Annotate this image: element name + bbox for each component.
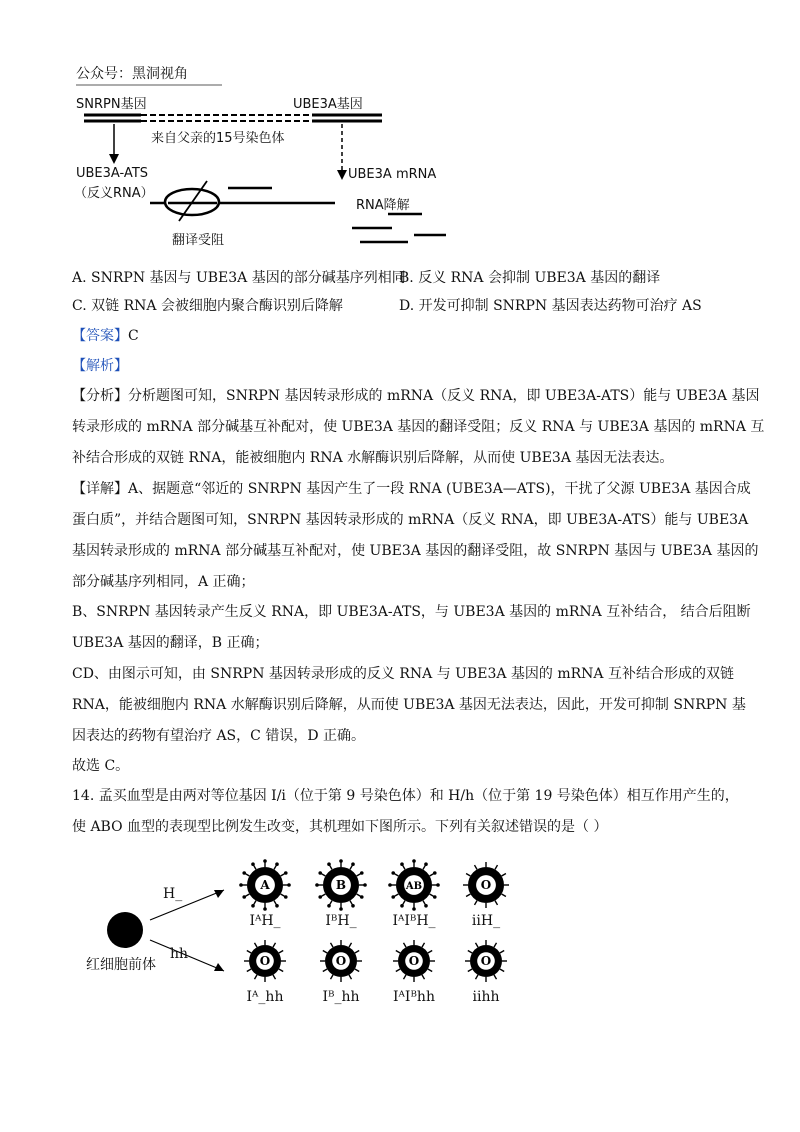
- genotype-label: IᴬIᴮH_: [392, 913, 436, 929]
- body-line: 因表达的药物有望治疗 AS，C 错误，D 正确。: [72, 728, 365, 744]
- body-line: CD、由图示可知，由 SNRPN 基因转录形成的反义 RNA 与 UBE3A 基因的 mRNA 互补结合形成的双链: [72, 666, 734, 682]
- genotype-label: IᴬH_: [249, 913, 281, 929]
- genotype-label: IᴬIᴮhh: [393, 989, 435, 1005]
- answer-tag: 【答案】: [72, 328, 128, 344]
- body-line: 补结合形成的双链 RNA，能被细胞内 RNA 水解酶识别后降解，从而使 UBE3A 基因无法表达。: [72, 450, 674, 466]
- snrpn-gene-label: SNRPN基因: [76, 97, 147, 112]
- option-c: C. 双链 RNA 会被细胞内聚合酶识别后降解: [72, 298, 343, 314]
- question-14-line2: 使 ABO 血型的表现型比例发生改变，其机理如下图所示。下列有关叙述错误的是（ ）: [72, 819, 608, 835]
- body-line: 蛋白质”，并结合题图可知，SNRPN 基因转录形成的 mRNA（反义 RNA，即 UBE3A-ATS）能与 UBE3A: [72, 512, 749, 528]
- body-line: 部分碱基序列相同，A 正确；: [72, 574, 255, 590]
- answer-value: C: [128, 328, 139, 344]
- blood-cell-top-row-3: [463, 862, 509, 908]
- transcription-arrowhead-ube3a: [337, 170, 347, 180]
- antigen-label: AB: [405, 881, 423, 892]
- gene-diagram: [0, 0, 800, 260]
- body-line: RNA，能被细胞内 RNA 水解酶识别后降解，从而使 UBE3A 基因无法表达，因此，开发可抑制 SNRPN 基: [72, 697, 746, 713]
- genotype-label: iihh: [472, 989, 500, 1005]
- arrow-top-label: H_: [163, 886, 183, 902]
- genotype-label: iiH_: [471, 913, 501, 929]
- body-line: 【分析】分析题图可知，SNRPN 基因转录形成的 mRNA（反义 RNA，即 UBE3A-ATS）能与 UBE3A 基因: [72, 388, 760, 404]
- precursor-cell: [107, 912, 143, 948]
- blood-cell-bottom-row-0: [244, 940, 286, 982]
- antigen-label: A: [260, 878, 270, 892]
- body-line: 转录形成的 mRNA 部分碱基互补配对，使 UBE3A 基因的翻译受阻；反义 RNA 与 UBE3A 基因的 mRNA 互: [72, 419, 765, 435]
- question-14-line1: 14. 孟买血型是由两对等位基因 I/i（位于第 9 号染色体）和 H/h（位于第 19 号染色体）相互作用产生的，: [72, 788, 739, 804]
- genotype-label: Iᴬ_hh: [246, 989, 284, 1005]
- blood-cell-bottom-row-1: [320, 940, 362, 982]
- watermark-header: 公众号：黑洞视角: [76, 66, 188, 82]
- blood-cell-top-row-1: [315, 859, 367, 911]
- blood-cell-bottom-row-3: [465, 940, 507, 982]
- chromosome-label: 来自父亲的15号染色体: [151, 131, 285, 146]
- ube3a-gene-label: UBE3A基因: [293, 97, 363, 112]
- precursor-label: 红细胞前体: [86, 957, 156, 973]
- option-d: D. 开发可抑制 SNRPN 基因表达药物可治疗 AS: [399, 298, 702, 314]
- antigen-label: B: [335, 878, 347, 892]
- rna-degradation-label: RNA降解: [356, 198, 410, 213]
- antigen-label: O: [480, 954, 492, 968]
- blood-cell-bottom-row-2: [393, 940, 435, 982]
- transcription-arrowhead-snrpn: [109, 154, 119, 164]
- arrow-bottom-label: hh: [170, 946, 189, 962]
- body-line: 【详解】A、据题意“邻近的 SNRPN 基因产生了一段 RNA (UBE3A—ATS)，干扰了父源 UBE3A 基因合成: [72, 481, 751, 497]
- antigen-label: O: [259, 954, 271, 968]
- genotype-label: IᴮH_: [325, 913, 357, 929]
- arrow-h: [150, 890, 224, 920]
- antisense-label-line2: （反义RNA）: [74, 186, 154, 201]
- blood-cell-top-row-0: [239, 859, 291, 911]
- body-line: 基因转录形成的 mRNA 部分碱基互补配对，使 UBE3A 基因的翻译受阻，故 SNRPN 基因与 UBE3A 基因的: [72, 543, 759, 559]
- option-a: A. SNRPN 基因与 UBE3A 基因的部分碱基序列相同: [72, 270, 406, 286]
- answer-line: [72, 326, 139, 346]
- antigen-label: O: [335, 954, 347, 968]
- antigen-label: O: [480, 878, 492, 892]
- genotype-label: Iᴮ_hh: [322, 989, 360, 1005]
- antigen-label: O: [408, 954, 420, 968]
- mrna-label: UBE3A mRNA: [348, 167, 437, 182]
- blood-cell-top-row-2: [388, 859, 440, 911]
- body-line: UBE3A 基因的翻译，B 正确；: [72, 635, 269, 651]
- analysis-tag: 【解析】: [72, 358, 128, 374]
- translation-blocked-label: 翻译受阻: [172, 233, 225, 248]
- antisense-label-line1: UBE3A-ATS: [76, 166, 149, 181]
- body-line: 故选 C。: [72, 758, 130, 774]
- body-line: B、SNRPN 基因转录产生反义 RNA，即 UBE3A-ATS，与 UBE3A 基因的 mRNA 互补结合， 结合后阻断: [72, 604, 751, 620]
- option-b: B. 反义 RNA 会抑制 UBE3A 基因的翻译: [399, 270, 661, 286]
